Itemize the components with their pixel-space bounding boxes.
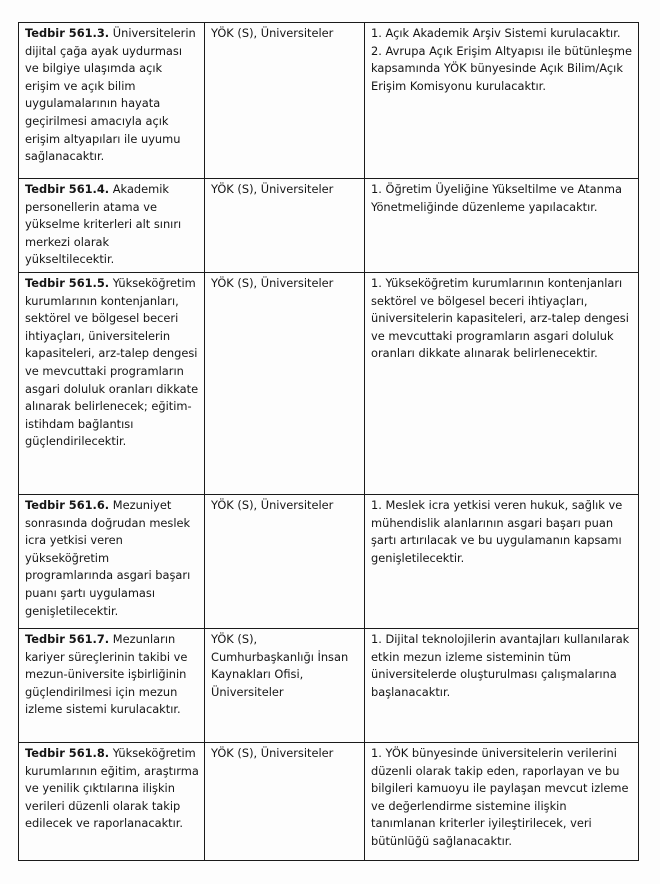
actions-cell [365, 273, 639, 495]
action-item: 1. YÖK bünyesinde üniversitelerin verilerini düzenli olarak takip eden, raporlayan ve bu bilgileri kamuoyu ile paylaşan mevcut izleme ve değerlendirme sistemine ilişkin tanımlanan kriterler iyileştirilecek, veri bütünlüğü sağlanacaktır. [371, 746, 629, 848]
table-row [19, 273, 639, 495]
action-item: 1. Yükseköğretim kurumlarının kontenjanları sektörel ve bölgesel beceri ihtiyaçları, üniversitelerin kapasiteleri, arz-talep dengesi ve mevcuttaki programların asgari doluluk oranları dikkate alınarak belirlenecektir. [371, 276, 629, 361]
action-item: 1. Açık Akademik Arşiv Sistemi kurulacaktır. [371, 26, 621, 40]
action-item: 1. Meslek icra yetkisi veren hukuk, sağlık ve mühendislik alanlarının asgari başarı puan şartı artırılacak ve bu uygulamanın kapsamı genişletilecektir. [371, 498, 623, 565]
actions-cell [365, 179, 639, 273]
measure-description: Üniversitelerin dijital çağa ayak uydurması ve bilgiye ulaşımda açık erişim ve açık bilim uygulamalarının hayata geçirilmesi amacıyla açık erişim altyapıları ile uyumu sağlanacaktır. [25, 26, 196, 164]
action-item: 1. Öğretim Üyeliğine Yükseltilme ve Atanma Yönetmeliğinde düzenleme yapılacaktır. [371, 182, 622, 214]
measure-description: Akademik personellerin atama ve yükselme kriterleri alt sınırı merkezi olarak yükseltilecektir. [25, 182, 182, 267]
action-item: 2. Avrupa Açık Erişim Altyapısı ile bütünleşme kapsamında YÖK bünyesinde Açık Bilim/Açık Erişim Komisyonu kurulacaktır. [371, 43, 632, 93]
actions-cell [365, 629, 639, 743]
measure-code: Tedbir 561.4. [25, 182, 110, 196]
table-row [19, 495, 639, 629]
measure-cell [19, 629, 205, 743]
measure-description: Yükseköğretim kurumlarının eğitim, araştırma ve yenilik çıktılarına ilişkin verileri düzenli olarak takip edilecek ve raporlanacaktır. [25, 746, 199, 831]
measures-table [18, 22, 639, 861]
table-row [19, 629, 639, 743]
table-row [19, 179, 639, 273]
measure-code: Tedbir 561.6. [25, 498, 110, 512]
actions-cell [365, 495, 639, 629]
measure-description: Mezuniyet sonrasında doğrudan meslek icra yetkisi veren yükseköğretim programlarında asgari başarı puanı şartı uygulaması genişletilecektir. [25, 498, 191, 618]
table-row [19, 743, 639, 861]
responsible-cell: YÖK (S), Üniversiteler [205, 273, 365, 495]
responsible-cell: YÖK (S), Cumhurbaşkanlığı İnsan Kaynakları Ofisi, Üniversiteler [205, 629, 365, 743]
measure-cell [19, 743, 205, 861]
responsible-cell: YÖK (S), Üniversiteler [205, 179, 365, 273]
measure-code: Tedbir 561.8. [25, 746, 110, 760]
measure-description: Mezunların kariyer süreçlerinin takibi ve mezun-üniversite işbirliğinin güçlendirilmesi için mezun izleme sistemi kurulacaktır. [25, 632, 188, 717]
actions-cell [365, 743, 639, 861]
measure-cell [19, 179, 205, 273]
table-row [19, 23, 639, 179]
responsible-cell: YÖK (S), Üniversiteler [205, 23, 365, 179]
measure-cell [19, 23, 205, 179]
measure-cell [19, 495, 205, 629]
actions-cell [365, 23, 639, 179]
measure-description: Yükseköğretim kurumlarının kontenjanları, sektörel ve bölgesel beceri ihtiyaçları, üniversitelerin kapasiteleri, arz-talep dengesi ve mevcuttaki programların asgari doluluk oranları dikkate alınarak belirlenecek; eğitim-istihdam bağlantısı güçlendirilecektir. [25, 276, 199, 449]
responsible-cell: YÖK (S), Üniversiteler [205, 743, 365, 861]
responsible-cell: YÖK (S), Üniversiteler [205, 495, 365, 629]
measure-code: Tedbir 561.7. [25, 632, 110, 646]
measure-code: Tedbir 561.5. [25, 276, 110, 290]
action-item: 1. Dijital teknolojilerin avantajları kullanılarak etkin mezun izleme sisteminin tüm üniversitelerde oluşturulması çalışmalarına başlanacaktır. [371, 632, 630, 699]
measure-cell [19, 273, 205, 495]
measure-code: Tedbir 561.3. [25, 26, 110, 40]
